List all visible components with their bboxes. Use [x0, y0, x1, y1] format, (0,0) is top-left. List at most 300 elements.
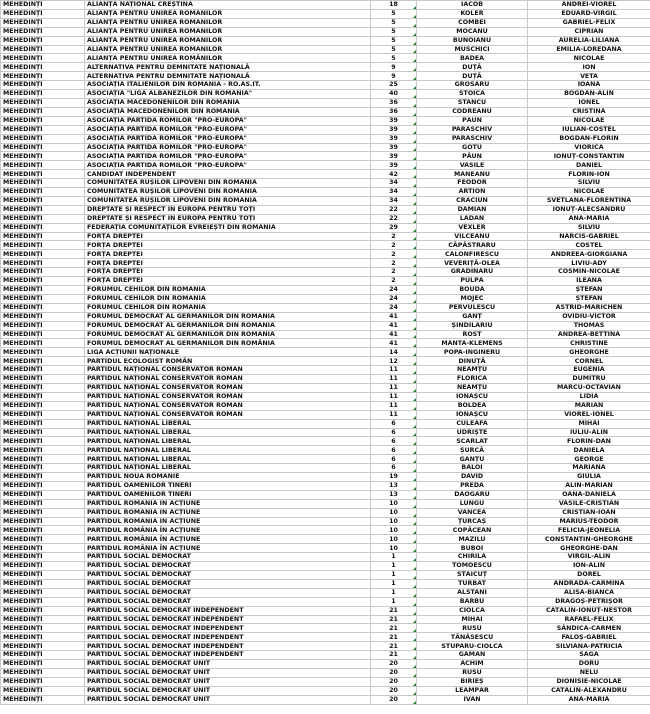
- last-name-cell[interactable]: DUȚĂ: [417, 63, 528, 72]
- first-name-cell[interactable]: CHRISTINE: [528, 339, 650, 348]
- party-cell[interactable]: FORȚA DREPTEI: [85, 250, 371, 259]
- county-cell[interactable]: MEHEDINȚI: [1, 668, 85, 677]
- county-cell[interactable]: MEHEDINȚI: [1, 259, 85, 268]
- last-name-cell[interactable]: MOCANU: [417, 27, 528, 36]
- county-cell[interactable]: MEHEDINȚI: [1, 357, 85, 366]
- county-cell[interactable]: MEHEDINȚI: [1, 597, 85, 606]
- list-number-cell[interactable]: 6: [371, 464, 417, 473]
- last-name-cell[interactable]: BOLDEA: [417, 401, 528, 410]
- last-name-cell[interactable]: DĂOGARU: [417, 490, 528, 499]
- last-name-cell[interactable]: MIHAI: [417, 615, 528, 624]
- party-cell[interactable]: ASOCIAȚIA PARTIDA ROMILOR "PRO-EUROPA": [85, 161, 371, 170]
- last-name-cell[interactable]: ROST: [417, 330, 528, 339]
- last-name-cell[interactable]: IONAȘCU: [417, 410, 528, 419]
- last-name-cell[interactable]: CĂPĂSTRARU: [417, 241, 528, 250]
- county-cell[interactable]: MEHEDINȚI: [1, 188, 85, 197]
- last-name-cell[interactable]: POPA-INGINERU: [417, 348, 528, 357]
- party-cell[interactable]: PARTIDUL ROMÂNIA ÎN ACȚIUNE: [85, 508, 371, 517]
- party-cell[interactable]: PARTIDUL ROMÂNIA ÎN ACȚIUNE: [85, 544, 371, 553]
- county-cell[interactable]: MEHEDINȚI: [1, 241, 85, 250]
- list-number-cell[interactable]: 22: [371, 214, 417, 223]
- first-name-cell[interactable]: ANDREEA-GIORGIANA: [528, 250, 650, 259]
- party-cell[interactable]: FORȚA DREPTEI: [85, 268, 371, 277]
- party-cell[interactable]: PARTIDUL SOCIAL DEMOCRAT UNIT: [85, 660, 371, 669]
- first-name-cell[interactable]: ȘTEFAN: [528, 294, 650, 303]
- list-number-cell[interactable]: 20: [371, 686, 417, 695]
- first-name-cell[interactable]: DUMITRU: [528, 375, 650, 384]
- party-cell[interactable]: FORUMUL DEMOCRAT AL GERMANILOR DIN ROMÂNIA: [85, 330, 371, 339]
- first-name-cell[interactable]: ION: [528, 63, 650, 72]
- first-name-cell[interactable]: GABRIEL-FELIX: [528, 18, 650, 27]
- list-number-cell[interactable]: 21: [371, 633, 417, 642]
- last-name-cell[interactable]: BUBOI: [417, 544, 528, 553]
- list-number-cell[interactable]: 39: [371, 152, 417, 161]
- first-name-cell[interactable]: SILVIANA-PATRICIA: [528, 642, 650, 651]
- list-number-cell[interactable]: 10: [371, 499, 417, 508]
- county-cell[interactable]: MEHEDINȚI: [1, 419, 85, 428]
- county-cell[interactable]: MEHEDINȚI: [1, 526, 85, 535]
- first-name-cell[interactable]: MARIANA: [528, 464, 650, 473]
- first-name-cell[interactable]: LIVIU-ADY: [528, 259, 650, 268]
- first-name-cell[interactable]: IONEL: [528, 98, 650, 107]
- last-name-cell[interactable]: BADEA: [417, 54, 528, 63]
- first-name-cell[interactable]: SILVIU: [528, 223, 650, 232]
- last-name-cell[interactable]: DAVID: [417, 473, 528, 482]
- first-name-cell[interactable]: ANDREA-BETTINA: [528, 330, 650, 339]
- list-number-cell[interactable]: 2: [371, 250, 417, 259]
- party-cell[interactable]: PARTIDUL NAȚIONAL CONSERVATOR ROMÂN: [85, 375, 371, 384]
- party-cell[interactable]: FORUMUL DEMOCRAT AL GERMANILOR DIN ROMÂNIA: [85, 339, 371, 348]
- county-cell[interactable]: MEHEDINȚI: [1, 98, 85, 107]
- last-name-cell[interactable]: GĂMAN: [417, 651, 528, 660]
- list-number-cell[interactable]: 41: [371, 330, 417, 339]
- party-cell[interactable]: ASOCIAȚIA PARTIDA ROMILOR "PRO-EUROPA": [85, 152, 371, 161]
- last-name-cell[interactable]: IACOB: [417, 1, 528, 10]
- county-cell[interactable]: MEHEDINȚI: [1, 428, 85, 437]
- party-cell[interactable]: PARTIDUL SOCIAL DEMOCRAT UNIT: [85, 668, 371, 677]
- county-cell[interactable]: MEHEDINȚI: [1, 45, 85, 54]
- county-cell[interactable]: MEHEDINȚI: [1, 294, 85, 303]
- last-name-cell[interactable]: IVAN: [417, 695, 528, 704]
- first-name-cell[interactable]: GEORGE: [528, 455, 650, 464]
- county-cell[interactable]: MEHEDINȚI: [1, 286, 85, 295]
- first-name-cell[interactable]: DORU: [528, 660, 650, 669]
- first-name-cell[interactable]: ILEANA: [528, 277, 650, 286]
- first-name-cell[interactable]: SAGĂ: [528, 651, 650, 660]
- first-name-cell[interactable]: COSMIN-NICOLAE: [528, 268, 650, 277]
- first-name-cell[interactable]: DRAGOȘ-PETRIȘOR: [528, 597, 650, 606]
- party-cell[interactable]: COMUNITATEA RUȘILOR LIPOVENI DIN ROMÂNIA: [85, 188, 371, 197]
- county-cell[interactable]: MEHEDINȚI: [1, 455, 85, 464]
- list-number-cell[interactable]: 39: [371, 125, 417, 134]
- first-name-cell[interactable]: DANIELA: [528, 446, 650, 455]
- last-name-cell[interactable]: BIRIEȘ: [417, 677, 528, 686]
- party-cell[interactable]: PARTIDUL NAȚIONAL CONSERVATOR ROMÂN: [85, 366, 371, 375]
- list-number-cell[interactable]: 1: [371, 553, 417, 562]
- first-name-cell[interactable]: DANIEL: [528, 161, 650, 170]
- first-name-cell[interactable]: FLORIN-ION: [528, 170, 650, 179]
- party-cell[interactable]: PARTIDUL ECOLOGIST ROMÂN: [85, 357, 371, 366]
- list-number-cell[interactable]: 39: [371, 116, 417, 125]
- first-name-cell[interactable]: CONSTANTIN-GHEORGHE: [528, 535, 650, 544]
- party-cell[interactable]: PARTIDUL OAMENILOR TINERI: [85, 481, 371, 490]
- party-cell[interactable]: PARTIDUL NAȚIONAL LIBERAL: [85, 428, 371, 437]
- party-cell[interactable]: PARTIDUL SOCIAL DEMOCRAT INDEPENDENT: [85, 633, 371, 642]
- last-name-cell[interactable]: BUNOIANU: [417, 36, 528, 45]
- party-cell[interactable]: ALIANȚA PENTRU UNIREA ROMÂNILOR: [85, 9, 371, 18]
- first-name-cell[interactable]: ALIN-MARIAN: [528, 481, 650, 490]
- last-name-cell[interactable]: SCARLAT: [417, 437, 528, 446]
- county-cell[interactable]: MEHEDINȚI: [1, 321, 85, 330]
- party-cell[interactable]: PARTIDUL SOCIAL DEMOCRAT: [85, 579, 371, 588]
- party-cell[interactable]: FORUMUL CEHILOR DIN ROMÂNIA: [85, 286, 371, 295]
- last-name-cell[interactable]: RUSU: [417, 624, 528, 633]
- last-name-cell[interactable]: CIOLCA: [417, 606, 528, 615]
- county-cell[interactable]: MEHEDINȚI: [1, 161, 85, 170]
- county-cell[interactable]: MEHEDINȚI: [1, 116, 85, 125]
- county-cell[interactable]: MEHEDINȚI: [1, 152, 85, 161]
- last-name-cell[interactable]: PĂUN: [417, 116, 528, 125]
- party-cell[interactable]: ASOCIAȚIA "LIGA ALBANEZILOR DIN ROMÂNIA": [85, 90, 371, 99]
- last-name-cell[interactable]: NEAMȚU: [417, 366, 528, 375]
- last-name-cell[interactable]: GOTU: [417, 143, 528, 152]
- party-cell[interactable]: PARTIDUL NAȚIONAL LIBERAL: [85, 464, 371, 473]
- first-name-cell[interactable]: ASTRID-MARICHEN: [528, 303, 650, 312]
- party-cell[interactable]: PARTIDUL ROMÂNIA ÎN ACȚIUNE: [85, 499, 371, 508]
- county-cell[interactable]: MEHEDINȚI: [1, 214, 85, 223]
- last-name-cell[interactable]: VANCEA: [417, 508, 528, 517]
- list-number-cell[interactable]: 12: [371, 357, 417, 366]
- list-number-cell[interactable]: 29: [371, 223, 417, 232]
- list-number-cell[interactable]: 13: [371, 481, 417, 490]
- first-name-cell[interactable]: COSTEL: [528, 241, 650, 250]
- county-cell[interactable]: MEHEDINȚI: [1, 330, 85, 339]
- party-cell[interactable]: PARTIDUL NAȚIONAL CONSERVATOR ROMÂN: [85, 410, 371, 419]
- last-name-cell[interactable]: STĂICUȚ: [417, 571, 528, 580]
- party-cell[interactable]: ALIANȚA PENTRU UNIREA ROMÂNILOR: [85, 36, 371, 45]
- first-name-cell[interactable]: EDUARD-VIRGIL: [528, 9, 650, 18]
- county-cell[interactable]: MEHEDINȚI: [1, 348, 85, 357]
- county-cell[interactable]: MEHEDINȚI: [1, 366, 85, 375]
- list-number-cell[interactable]: 21: [371, 615, 417, 624]
- list-number-cell[interactable]: 36: [371, 98, 417, 107]
- list-number-cell[interactable]: 5: [371, 9, 417, 18]
- county-cell[interactable]: MEHEDINȚI: [1, 232, 85, 241]
- first-name-cell[interactable]: BOGDAN-FLORIN: [528, 134, 650, 143]
- party-cell[interactable]: PARTIDUL SOCIAL DEMOCRAT: [85, 588, 371, 597]
- county-cell[interactable]: MEHEDINȚI: [1, 383, 85, 392]
- list-number-cell[interactable]: 10: [371, 544, 417, 553]
- last-name-cell[interactable]: LUNGU: [417, 499, 528, 508]
- last-name-cell[interactable]: VEVERIȚĂ-OLEA: [417, 259, 528, 268]
- party-cell[interactable]: PARTIDUL NAȚIONAL CONSERVATOR ROMÂN: [85, 392, 371, 401]
- list-number-cell[interactable]: 5: [371, 54, 417, 63]
- last-name-cell[interactable]: STUPARU-CIOLCA: [417, 642, 528, 651]
- last-name-cell[interactable]: PERVULESCU: [417, 303, 528, 312]
- county-cell[interactable]: MEHEDINȚI: [1, 579, 85, 588]
- list-number-cell[interactable]: 10: [371, 526, 417, 535]
- county-cell[interactable]: MEHEDINȚI: [1, 437, 85, 446]
- county-cell[interactable]: MEHEDINȚI: [1, 179, 85, 188]
- first-name-cell[interactable]: CIPRIAN: [528, 27, 650, 36]
- county-cell[interactable]: MEHEDINȚI: [1, 642, 85, 651]
- party-cell[interactable]: COMUNITATEA RUȘILOR LIPOVENI DIN ROMÂNIA: [85, 196, 371, 205]
- county-cell[interactable]: MEHEDINȚI: [1, 1, 85, 10]
- list-number-cell[interactable]: 9: [371, 72, 417, 81]
- first-name-cell[interactable]: DOREL: [528, 571, 650, 580]
- list-number-cell[interactable]: 39: [371, 143, 417, 152]
- county-cell[interactable]: MEHEDINȚI: [1, 571, 85, 580]
- county-cell[interactable]: MEHEDINȚI: [1, 695, 85, 704]
- county-cell[interactable]: MEHEDINȚI: [1, 36, 85, 45]
- first-name-cell[interactable]: ANDRADA-CARMINA: [528, 579, 650, 588]
- party-cell[interactable]: FORUMUL DEMOCRAT AL GERMANILOR DIN ROMÂNIA: [85, 312, 371, 321]
- list-number-cell[interactable]: 22: [371, 205, 417, 214]
- party-cell[interactable]: ALTERNATIVA PENTRU DEMNITATE NAȚIONALĂ: [85, 63, 371, 72]
- list-number-cell[interactable]: 2: [371, 241, 417, 250]
- list-number-cell[interactable]: 18: [371, 1, 417, 10]
- list-number-cell[interactable]: 20: [371, 677, 417, 686]
- list-number-cell[interactable]: 2: [371, 277, 417, 286]
- list-number-cell[interactable]: 6: [371, 446, 417, 455]
- party-cell[interactable]: ASOCIAȚIA ITALIENILOR DIN ROMÂNIA - RO.AS.IT.: [85, 81, 371, 90]
- first-name-cell[interactable]: ANDREI-VIOREL: [528, 1, 650, 10]
- list-number-cell[interactable]: 11: [371, 383, 417, 392]
- first-name-cell[interactable]: CĂTĂLIN-ALEXANDRU: [528, 686, 650, 695]
- first-name-cell[interactable]: IOANA: [528, 81, 650, 90]
- first-name-cell[interactable]: SÂNDICA-CARMEN: [528, 624, 650, 633]
- list-number-cell[interactable]: 34: [371, 188, 417, 197]
- party-cell[interactable]: PARTIDUL SOCIAL DEMOCRAT UNIT: [85, 695, 371, 704]
- last-name-cell[interactable]: ȘINDILARIU: [417, 321, 528, 330]
- list-number-cell[interactable]: 41: [371, 321, 417, 330]
- list-number-cell[interactable]: 19: [371, 473, 417, 482]
- party-cell[interactable]: ASOCIAȚIA PARTIDA ROMILOR "PRO-EUROPA": [85, 125, 371, 134]
- last-name-cell[interactable]: BARBU: [417, 597, 528, 606]
- county-cell[interactable]: MEHEDINȚI: [1, 588, 85, 597]
- last-name-cell[interactable]: BOUDA: [417, 286, 528, 295]
- list-number-cell[interactable]: 24: [371, 303, 417, 312]
- first-name-cell[interactable]: IULIAN-COSTEL: [528, 125, 650, 134]
- party-cell[interactable]: PARTIDUL SOCIAL DEMOCRAT INDEPENDENT: [85, 606, 371, 615]
- party-cell[interactable]: ASOCIAȚIA PARTIDA ROMILOR "PRO-EUROPA": [85, 116, 371, 125]
- first-name-cell[interactable]: MARCU-OCTAVIAN: [528, 383, 650, 392]
- county-cell[interactable]: MEHEDINȚI: [1, 490, 85, 499]
- party-cell[interactable]: FORȚA DREPTEI: [85, 232, 371, 241]
- first-name-cell[interactable]: AURELIA-LILIANA: [528, 36, 650, 45]
- county-cell[interactable]: MEHEDINȚI: [1, 686, 85, 695]
- party-cell[interactable]: PARTIDUL SOCIAL DEMOCRAT INDEPENDENT: [85, 615, 371, 624]
- last-name-cell[interactable]: RUSU: [417, 668, 528, 677]
- list-number-cell[interactable]: 1: [371, 571, 417, 580]
- list-number-cell[interactable]: 40: [371, 90, 417, 99]
- county-cell[interactable]: MEHEDINȚI: [1, 170, 85, 179]
- list-number-cell[interactable]: 9: [371, 63, 417, 72]
- party-cell[interactable]: ASOCIAȚIA MACEDONENILOR DIN ROMÂNIA: [85, 107, 371, 116]
- first-name-cell[interactable]: NICOLAE: [528, 54, 650, 63]
- party-cell[interactable]: DREPTATE ȘI RESPECT ÎN EUROPA PENTRU TOȚI: [85, 214, 371, 223]
- county-cell[interactable]: MEHEDINȚI: [1, 223, 85, 232]
- first-name-cell[interactable]: EUGENIA: [528, 366, 650, 375]
- first-name-cell[interactable]: ION-ALIN: [528, 562, 650, 571]
- last-name-cell[interactable]: VASILE: [417, 161, 528, 170]
- list-number-cell[interactable]: 14: [371, 348, 417, 357]
- list-number-cell[interactable]: 1: [371, 597, 417, 606]
- county-cell[interactable]: MEHEDINȚI: [1, 27, 85, 36]
- county-cell[interactable]: MEHEDINȚI: [1, 508, 85, 517]
- list-number-cell[interactable]: 39: [371, 161, 417, 170]
- party-cell[interactable]: PARTIDUL NAȚIONAL LIBERAL: [85, 446, 371, 455]
- last-name-cell[interactable]: TURBAT: [417, 579, 528, 588]
- county-cell[interactable]: MEHEDINȚI: [1, 72, 85, 81]
- list-number-cell[interactable]: 11: [371, 392, 417, 401]
- list-number-cell[interactable]: 21: [371, 642, 417, 651]
- party-cell[interactable]: ALIANȚA PENTRU UNIREA ROMÂNILOR: [85, 45, 371, 54]
- county-cell[interactable]: MEHEDINȚI: [1, 392, 85, 401]
- first-name-cell[interactable]: GHEORGHE-DAN: [528, 544, 650, 553]
- last-name-cell[interactable]: CRĂCIUN: [417, 196, 528, 205]
- party-cell[interactable]: PARTIDUL SOCIAL DEMOCRAT UNIT: [85, 686, 371, 695]
- party-cell[interactable]: PARTIDUL NAȚIONAL LIBERAL: [85, 419, 371, 428]
- county-cell[interactable]: MEHEDINȚI: [1, 54, 85, 63]
- last-name-cell[interactable]: CALONFIRESCU: [417, 250, 528, 259]
- county-cell[interactable]: MEHEDINȚI: [1, 143, 85, 152]
- first-name-cell[interactable]: OANA-DANIELA: [528, 490, 650, 499]
- last-name-cell[interactable]: LĂDAN: [417, 214, 528, 223]
- first-name-cell[interactable]: IONUȚ-CONSTANTIN: [528, 152, 650, 161]
- county-cell[interactable]: MEHEDINȚI: [1, 205, 85, 214]
- last-name-cell[interactable]: PĂUN: [417, 152, 528, 161]
- county-cell[interactable]: MEHEDINȚI: [1, 312, 85, 321]
- first-name-cell[interactable]: NICOLAE: [528, 116, 650, 125]
- party-cell[interactable]: ALIANȚA PENTRU UNIREA ROMÂNILOR: [85, 18, 371, 27]
- county-cell[interactable]: MEHEDINȚI: [1, 499, 85, 508]
- list-number-cell[interactable]: 1: [371, 562, 417, 571]
- county-cell[interactable]: MEHEDINȚI: [1, 535, 85, 544]
- list-number-cell[interactable]: 2: [371, 232, 417, 241]
- county-cell[interactable]: MEHEDINȚI: [1, 481, 85, 490]
- list-number-cell[interactable]: 42: [371, 170, 417, 179]
- list-number-cell[interactable]: 10: [371, 517, 417, 526]
- last-name-cell[interactable]: COMBEI: [417, 18, 528, 27]
- last-name-cell[interactable]: DUȚĂ: [417, 72, 528, 81]
- list-number-cell[interactable]: 10: [371, 508, 417, 517]
- county-cell[interactable]: MEHEDINȚI: [1, 9, 85, 18]
- last-name-cell[interactable]: ȚURCAȘ: [417, 517, 528, 526]
- party-cell[interactable]: PARTIDUL NOUA ROMÂNIE: [85, 473, 371, 482]
- party-cell[interactable]: LIGA ACȚIUNII NAȚIONALE: [85, 348, 371, 357]
- county-cell[interactable]: MEHEDINȚI: [1, 81, 85, 90]
- party-cell[interactable]: ASOCIAȚIA MACEDONENILOR DIN ROMÂNIA: [85, 98, 371, 107]
- first-name-cell[interactable]: CORNEL: [528, 357, 650, 366]
- list-number-cell[interactable]: 6: [371, 419, 417, 428]
- party-cell[interactable]: PARTIDUL SOCIAL DEMOCRAT: [85, 562, 371, 571]
- county-cell[interactable]: MEHEDINȚI: [1, 339, 85, 348]
- list-number-cell[interactable]: 11: [371, 366, 417, 375]
- first-name-cell[interactable]: CRISTIAN-IOAN: [528, 508, 650, 517]
- first-name-cell[interactable]: RAFAEL-FELIX: [528, 615, 650, 624]
- first-name-cell[interactable]: THOMAS: [528, 321, 650, 330]
- list-number-cell[interactable]: 36: [371, 107, 417, 116]
- first-name-cell[interactable]: LIDIA: [528, 392, 650, 401]
- first-name-cell[interactable]: FELICIA-JEONELIA: [528, 526, 650, 535]
- last-name-cell[interactable]: STOICA: [417, 90, 528, 99]
- list-number-cell[interactable]: 25: [371, 81, 417, 90]
- last-name-cell[interactable]: GROSARU: [417, 81, 528, 90]
- county-cell[interactable]: MEHEDINȚI: [1, 196, 85, 205]
- county-cell[interactable]: MEHEDINȚI: [1, 18, 85, 27]
- county-cell[interactable]: MEHEDINȚI: [1, 134, 85, 143]
- first-name-cell[interactable]: VIORICA: [528, 143, 650, 152]
- last-name-cell[interactable]: CHIRILĂ: [417, 553, 528, 562]
- county-cell[interactable]: MEHEDINȚI: [1, 517, 85, 526]
- county-cell[interactable]: MEHEDINȚI: [1, 677, 85, 686]
- list-number-cell[interactable]: 11: [371, 410, 417, 419]
- county-cell[interactable]: MEHEDINȚI: [1, 553, 85, 562]
- party-cell[interactable]: ALTERNATIVA PENTRU DEMNITATE NAȚIONALĂ: [85, 72, 371, 81]
- last-name-cell[interactable]: ARTION: [417, 188, 528, 197]
- first-name-cell[interactable]: GIULIA: [528, 473, 650, 482]
- last-name-cell[interactable]: KOLER: [417, 9, 528, 18]
- last-name-cell[interactable]: MOJEC: [417, 294, 528, 303]
- list-number-cell[interactable]: 6: [371, 437, 417, 446]
- list-number-cell[interactable]: 41: [371, 312, 417, 321]
- last-name-cell[interactable]: IONAȘCU: [417, 392, 528, 401]
- first-name-cell[interactable]: ANA-MARIA: [528, 214, 650, 223]
- first-name-cell[interactable]: NARCIS-GABRIEL: [528, 232, 650, 241]
- party-cell[interactable]: PARTIDUL NAȚIONAL LIBERAL: [85, 437, 371, 446]
- last-name-cell[interactable]: ALSTANI: [417, 588, 528, 597]
- last-name-cell[interactable]: MANEANU: [417, 170, 528, 179]
- party-cell[interactable]: PARTIDUL ROMÂNIA ÎN ACȚIUNE: [85, 526, 371, 535]
- list-number-cell[interactable]: 21: [371, 651, 417, 660]
- first-name-cell[interactable]: VETA: [528, 72, 650, 81]
- list-number-cell[interactable]: 11: [371, 401, 417, 410]
- last-name-cell[interactable]: PULPĂ: [417, 277, 528, 286]
- party-cell[interactable]: PARTIDUL SOCIAL DEMOCRAT INDEPENDENT: [85, 624, 371, 633]
- last-name-cell[interactable]: BALOI: [417, 464, 528, 473]
- list-number-cell[interactable]: 20: [371, 660, 417, 669]
- list-number-cell[interactable]: 5: [371, 27, 417, 36]
- first-name-cell[interactable]: FALOȘ-GABRIEL: [528, 633, 650, 642]
- first-name-cell[interactable]: VASILE-CRISTIAN: [528, 499, 650, 508]
- party-cell[interactable]: DREPTATE ȘI RESPECT ÎN EUROPA PENTRU TOȚI: [85, 205, 371, 214]
- first-name-cell[interactable]: BOGDAN-ALIN: [528, 90, 650, 99]
- list-number-cell[interactable]: 11: [371, 375, 417, 384]
- last-name-cell[interactable]: MUSCHICI: [417, 45, 528, 54]
- county-cell[interactable]: MEHEDINȚI: [1, 544, 85, 553]
- party-cell[interactable]: ALIANȚA NAȚIONAL CREȘTINĂ: [85, 1, 371, 10]
- first-name-cell[interactable]: VIOREL-IONEL: [528, 410, 650, 419]
- party-cell[interactable]: ASOCIAȚIA PARTIDA ROMILOR "PRO-EUROPA": [85, 143, 371, 152]
- list-number-cell[interactable]: 5: [371, 18, 417, 27]
- party-cell[interactable]: PARTIDUL NAȚIONAL CONSERVATOR ROMÂN: [85, 383, 371, 392]
- first-name-cell[interactable]: VIRGIL-ALIN: [528, 553, 650, 562]
- party-cell[interactable]: PARTIDUL SOCIAL DEMOCRAT INDEPENDENT: [85, 651, 371, 660]
- county-cell[interactable]: MEHEDINȚI: [1, 277, 85, 286]
- list-number-cell[interactable]: 10: [371, 535, 417, 544]
- county-cell[interactable]: MEHEDINȚI: [1, 410, 85, 419]
- party-cell[interactable]: CANDIDAT INDEPENDENT: [85, 170, 371, 179]
- county-cell[interactable]: MEHEDINȚI: [1, 660, 85, 669]
- county-cell[interactable]: MEHEDINȚI: [1, 250, 85, 259]
- last-name-cell[interactable]: LEAMPĂR: [417, 686, 528, 695]
- first-name-cell[interactable]: CĂTĂLIN-IONUȚ-NESTOR: [528, 606, 650, 615]
- party-cell[interactable]: PARTIDUL ROMÂNIA ÎN ACȚIUNE: [85, 517, 371, 526]
- party-cell[interactable]: PARTIDUL SOCIAL DEMOCRAT: [85, 571, 371, 580]
- party-cell[interactable]: PARTIDUL SOCIAL DEMOCRAT: [85, 553, 371, 562]
- list-number-cell[interactable]: 34: [371, 179, 417, 188]
